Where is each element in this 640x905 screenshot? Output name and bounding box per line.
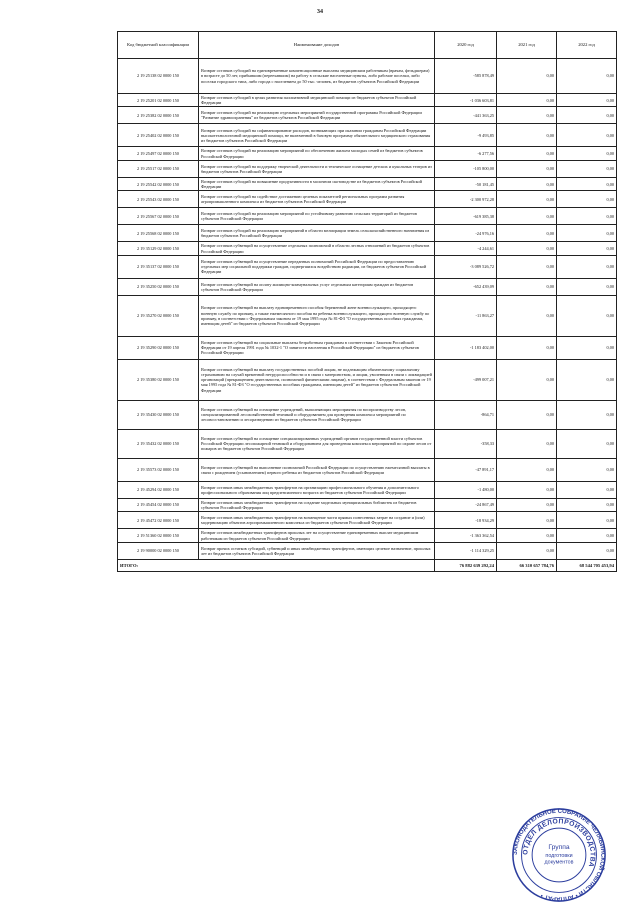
row-value-2021: 0,00 bbox=[497, 512, 557, 529]
stamp-center-line-1: Группа bbox=[548, 844, 570, 852]
row-name: Возврат остатков межбюджетных трансфертов прошлых лет на осуществление единовременных выплат медицинским работникам из бюджетов субъектов Российской Федерации bbox=[199, 529, 435, 542]
row-value-2022: 0,00 bbox=[557, 94, 617, 107]
row-value-2022: 0,00 bbox=[557, 295, 617, 336]
table-row bbox=[118, 512, 617, 529]
row-value-2022: 0,00 bbox=[557, 458, 617, 481]
row-name: Возврат остатков субвенций на осуществление отдельных полномочий в области лесных отношений из бюджетов субъектов Российской Федерации bbox=[199, 242, 435, 255]
table-row bbox=[118, 242, 617, 255]
stamp-center-line-2: подготовки bbox=[545, 852, 573, 859]
row-name: Возврат остатков субвенций на выплату государственных пособий лицам, не подлежащим обязательному социальному страхованию на случай временной нетрудоспособности и в связи с материнством, и лицам, уволенным в связи с ликвидацией организаций (прекращением деятельности, полномочий физическими лицами), в соответствии с Федеральным законом от 19 мая 1995 года № 81-ФЗ "О государственных пособиях гражданам, имеющим детей" из бюджетов субъектов Российской Федерации bbox=[199, 359, 435, 400]
row-value-2022: 0,00 bbox=[557, 336, 617, 359]
row-value-2021: 0,00 bbox=[497, 242, 557, 255]
table-body bbox=[118, 59, 617, 572]
table-row bbox=[118, 400, 617, 429]
row-code: 2 19 90000 02 0000 150 bbox=[118, 542, 199, 559]
table-row bbox=[118, 147, 617, 160]
row-name: Возврат остатков субсидий на реализацию мероприятий по обеспечению жильем молодых семей из бюджетов субъектов Российской Федерации bbox=[199, 147, 435, 160]
table-row bbox=[118, 295, 617, 336]
table-row bbox=[118, 359, 617, 400]
row-code: 2 19 25382 02 0000 150 bbox=[118, 107, 199, 124]
row-code: 2 19 35380 02 0000 150 bbox=[118, 359, 199, 400]
row-value-2020: -1 183 402,00 bbox=[435, 336, 497, 359]
table-row bbox=[118, 278, 617, 295]
row-code: 2 19 45454 02 0000 150 bbox=[118, 498, 199, 511]
row-name: Возврат остатков иных межбюджетных трансфертов на создание модельных муниципальных библиотек из бюджетов субъектов Российской Федерации bbox=[199, 498, 435, 511]
row-code: 2 19 35270 02 0000 150 bbox=[118, 295, 199, 336]
row-name: Возврат остатков иных межбюджетных трансфертов на организацию профессионального обучения и дополнительного профессионального образования лиц предпенсионного возраста из бюджетов субъектов Российской Федерации bbox=[199, 481, 435, 498]
row-code: 2 19 25567 02 0000 150 bbox=[118, 208, 199, 225]
row-value-2021: 0,00 bbox=[497, 359, 557, 400]
row-name: Возврат остатков субвенций на оплату жилищно-коммунальных услуг отдельным категориям граждан из бюджетов субъектов Российской Федерации bbox=[199, 278, 435, 295]
row-value-2022: 0,00 bbox=[557, 529, 617, 542]
row-code: 2 19 45472 02 0000 150 bbox=[118, 512, 199, 529]
table-header-row bbox=[118, 32, 617, 59]
row-value-2022: 0,00 bbox=[557, 400, 617, 429]
row-name: Возврат остатков субсидий на реализацию мероприятий по устойчивому развитию сельских территорий из бюджетов субъектов Российской Федерации bbox=[199, 208, 435, 225]
row-code: 2 19 35573 02 0000 150 bbox=[118, 458, 199, 481]
row-value-2021: 0,00 bbox=[497, 160, 557, 177]
row-code: 2 19 35290 02 0000 150 bbox=[118, 336, 199, 359]
row-code: 2 19 45294 02 0000 150 bbox=[118, 481, 199, 498]
row-value-2021: 0,00 bbox=[497, 278, 557, 295]
header-2021: 2021 год bbox=[497, 32, 557, 59]
row-value-2020: -47 891,17 bbox=[435, 458, 497, 481]
row-value-2020: -619 385,38 bbox=[435, 208, 497, 225]
row-code: 2 19 25568 02 0000 150 bbox=[118, 225, 199, 242]
table-row bbox=[118, 429, 617, 458]
row-value-2022: 0,00 bbox=[557, 359, 617, 400]
row-value-2021: 0,00 bbox=[497, 295, 557, 336]
row-value-2022: 0,00 bbox=[557, 124, 617, 147]
total-value-2020: 76 882 639 292,24 bbox=[435, 559, 497, 571]
row-value-2022: 0,00 bbox=[557, 542, 617, 559]
row-value-2022: 0,00 bbox=[557, 481, 617, 498]
table-row bbox=[118, 481, 617, 498]
total-row bbox=[118, 559, 617, 571]
table-row bbox=[118, 458, 617, 481]
row-code: 2 19 35129 02 0000 150 bbox=[118, 242, 199, 255]
table-row bbox=[118, 542, 617, 559]
row-code: 2 19 25542 02 0000 150 bbox=[118, 177, 199, 190]
row-value-2022: 0,00 bbox=[557, 191, 617, 208]
row-name: Возврат прочих остатков субсидий, субвенций и иных межбюджетных трансфертов, имеющих целевое назначение, прошлых лет из бюджетов субъектов Российской Федерации bbox=[199, 542, 435, 559]
row-value-2021: 0,00 bbox=[497, 529, 557, 542]
row-value-2022: 0,00 bbox=[557, 255, 617, 278]
row-value-2021: 0,00 bbox=[497, 177, 557, 190]
table-row bbox=[118, 225, 617, 242]
row-code: 2 19 51360 02 0000 150 bbox=[118, 529, 199, 542]
table-row bbox=[118, 94, 617, 107]
row-value-2021: 0,00 bbox=[497, 429, 557, 458]
row-value-2021: 0,00 bbox=[497, 481, 557, 498]
row-name: Возврат остатков субвенций на выплату единовременного пособия беременной жене военнослужащего, проходящего военную службу по призыву, а также ежемесячного пособия на ребенка военнослужащего, проходящего военную службу по призыву, в соответствии с Федеральным законом от 19 мая 1995 года № 81-ФЗ "О государственных пособиях гражданам, имеющим детей" из бюджетов субъектов Российской Федерации bbox=[199, 295, 435, 336]
table-row bbox=[118, 124, 617, 147]
row-name: Возврат остатков субвенций на оснащение специализированных учреждений органов государственной власти субъектов Российской Федерации лесопожарной техникой и оборудованием для проведения комплекса мероприятий по охране лесов от пожаров из бюджетов субъектов Российской Федерации bbox=[199, 429, 435, 458]
row-value-2020: -652 439,09 bbox=[435, 278, 497, 295]
page-number: 34 bbox=[317, 9, 323, 15]
stamp-department-text: ОТДЕЛ ДЕЛОПРОИЗВОДСТВА bbox=[522, 818, 596, 869]
row-name: Возврат остатков субсидий на поддержку творческой деятельности и техническое оснащение детских и кукольных театров из бюджетов субъектов Российской Федерации bbox=[199, 160, 435, 177]
row-value-2020: -441 363,25 bbox=[435, 107, 497, 124]
row-value-2022: 0,00 bbox=[557, 147, 617, 160]
row-value-2020: -585 878,49 bbox=[435, 59, 497, 94]
row-value-2021: 0,00 bbox=[497, 107, 557, 124]
row-name: Возврат остатков субсидий на единовременные компенсационные выплаты медицинским работникам (врачам, фельдшерам) в возрасте до 50 лет, прибывшим (переехавшим) на работу в сельские населенные пункты, либо рабочие поселки, либо поселки городского типа, либо города с населением до 50 тыс. человек, из бюджетов субъектов Российской Федерации bbox=[199, 59, 435, 94]
row-value-2020: -2 300 972,28 bbox=[435, 191, 497, 208]
row-value-2020: -50 181,45 bbox=[435, 177, 497, 190]
row-value-2022: 0,00 bbox=[557, 278, 617, 295]
row-code: 2 19 35250 02 0000 150 bbox=[118, 278, 199, 295]
row-code: 2 19 25517 02 0000 150 bbox=[118, 160, 199, 177]
header-2022: 2022 год bbox=[557, 32, 617, 59]
row-value-2021: 0,00 bbox=[497, 191, 557, 208]
row-value-2022: 0,00 bbox=[557, 498, 617, 511]
row-value-2020: -358,33 bbox=[435, 429, 497, 458]
row-name: Возврат остатков субвенций на социальные выплаты безработным гражданам в соответствии с Законом Российской Федерации от 19 апреля 1991 года № 1032-1 "О занятости населения в Российской Федерации" из бюджетов субъектов Российской Федерации bbox=[199, 336, 435, 359]
row-value-2021: 0,00 bbox=[497, 542, 557, 559]
row-value-2020: -1 114 329,25 bbox=[435, 542, 497, 559]
total-value-2021: 66 310 657 784,76 bbox=[497, 559, 557, 571]
table-row bbox=[118, 59, 617, 94]
row-value-2022: 0,00 bbox=[557, 512, 617, 529]
row-name: Возврат остатков иных межбюджетных трансфертов на возмещение части прямых понесенных затрат на создание и (или) модернизацию объектов агропромышленного комплекса из бюджетов субъектов Российской Федерации bbox=[199, 512, 435, 529]
header-2020: 2020 год bbox=[435, 32, 497, 59]
row-value-2021: 0,00 bbox=[497, 208, 557, 225]
row-name: Возврат остатков субсидий на софинансирование расходов, возникающих при оказании гражданам Российской Федерации высокотехнологичной медицинской помощи, не включенной в базовую программу обязательного медицинского страхования из бюджетов субъектов Российской Федерации bbox=[199, 124, 435, 147]
row-code: 2 19 25402 02 0000 150 bbox=[118, 124, 199, 147]
row-value-2020: -499 007,21 bbox=[435, 359, 497, 400]
row-value-2020: -3 089 526,72 bbox=[435, 255, 497, 278]
row-value-2022: 0,00 bbox=[557, 242, 617, 255]
row-code: 2 19 25138 02 0000 150 bbox=[118, 59, 199, 94]
row-code: 2 19 25497 02 0000 150 bbox=[118, 147, 199, 160]
stamp-outer-text: ЗАКОНОДАТЕЛЬНОЕ СОБРАНИЕ ЧЕЛЯБИНСКОЙ ОБЛАСТИ • АППАРАТ • bbox=[512, 808, 606, 902]
row-value-2021: 0,00 bbox=[497, 124, 557, 147]
row-value-2021: 0,00 bbox=[497, 400, 557, 429]
table-row bbox=[118, 498, 617, 511]
row-code: 2 19 35137 02 0000 150 bbox=[118, 255, 199, 278]
row-value-2020: -6 277,56 bbox=[435, 147, 497, 160]
row-code: 2 19 25201 02 0000 150 bbox=[118, 94, 199, 107]
row-code: 2 19 25543 02 0000 150 bbox=[118, 191, 199, 208]
row-name: Возврат остатков субвенций на оснащение учреждений, выполняющих мероприятия по воспроизводству лесов, специализированной лесохозяйственной техникой и оборудованием для проведения комплекса мероприятий по лесовосстановлению и лесоразведению из бюджетов субъектов Российской Федерации bbox=[199, 400, 435, 429]
table-row bbox=[118, 529, 617, 542]
row-value-2020: -24 867,49 bbox=[435, 498, 497, 511]
table-row bbox=[118, 160, 617, 177]
row-value-2022: 0,00 bbox=[557, 429, 617, 458]
table-row bbox=[118, 191, 617, 208]
row-value-2020: -1 036 603,81 bbox=[435, 94, 497, 107]
row-name: Возврат остатков субвенций на осуществление переданных полномочий Российской Федерации по предоставлению отдельных мер социальной поддержки граждан, подвергшихся воздействию радиации, из бюджетов субъектов Российской Федерации bbox=[199, 255, 435, 278]
row-name: Возврат остатков субсидий на повышение продуктивности в молочном скотоводстве из бюджетов субъектов Российской Федерации bbox=[199, 177, 435, 190]
header-name: Наименование доходов bbox=[199, 32, 435, 59]
row-value-2020: -105 800,00 bbox=[435, 160, 497, 177]
row-value-2021: 0,00 bbox=[497, 336, 557, 359]
row-value-2020: -11 863,27 bbox=[435, 295, 497, 336]
row-value-2021: 0,00 bbox=[497, 225, 557, 242]
row-name: Возврат остатков субсидий в целях развития паллиативной медицинской помощи из бюджетов субъектов Российской Федерации bbox=[199, 94, 435, 107]
office-stamp bbox=[511, 807, 607, 903]
row-value-2020: -1 363 362,54 bbox=[435, 529, 497, 542]
row-value-2022: 0,00 bbox=[557, 208, 617, 225]
table-row bbox=[118, 107, 617, 124]
row-value-2020: -9 493,85 bbox=[435, 124, 497, 147]
stamp-center-line-3: документов bbox=[544, 859, 574, 866]
row-value-2020: -864,71 bbox=[435, 400, 497, 429]
row-value-2022: 0,00 bbox=[557, 107, 617, 124]
table-row bbox=[118, 177, 617, 190]
budget-revenue-table bbox=[117, 31, 617, 572]
row-value-2021: 0,00 bbox=[497, 147, 557, 160]
row-name: Возврат остатков субсидий на реализацию отдельных мероприятий государственной программы Российской Федерации "Развитие здравоохранения" из бюджетов субъектов Российской Федерации bbox=[199, 107, 435, 124]
row-value-2021: 0,00 bbox=[497, 59, 557, 94]
row-value-2021: 0,00 bbox=[497, 255, 557, 278]
row-value-2020: -4 244,61 bbox=[435, 242, 497, 255]
row-value-2020: -24 976,16 bbox=[435, 225, 497, 242]
row-code: 2 19 35430 02 0000 150 bbox=[118, 400, 199, 429]
row-value-2021: 0,00 bbox=[497, 458, 557, 481]
row-value-2022: 0,00 bbox=[557, 177, 617, 190]
total-label: ИТОГО: bbox=[118, 559, 435, 571]
row-value-2022: 0,00 bbox=[557, 59, 617, 94]
row-value-2021: 0,00 bbox=[497, 94, 557, 107]
table-row bbox=[118, 255, 617, 278]
row-value-2022: 0,00 bbox=[557, 160, 617, 177]
total-value-2022: 68 544 705 453,94 bbox=[557, 559, 617, 571]
table-row bbox=[118, 336, 617, 359]
row-value-2020: -1 480,00 bbox=[435, 481, 497, 498]
row-value-2022: 0,00 bbox=[557, 225, 617, 242]
row-value-2020: -18 934,29 bbox=[435, 512, 497, 529]
row-name: Возврат остатков субсидий на реализацию мероприятий в области мелиорации земель сельскохозяйственного назначения из бюджетов субъектов Российской Федерации bbox=[199, 225, 435, 242]
row-name: Возврат остатков субвенций на выполнение полномочий Российской Федерации по осуществлению ежемесячной выплаты в связи с рождением (усыновлением) первого ребенка из бюджетов субъектов Российской Федерации bbox=[199, 458, 435, 481]
header-code: Код бюджетной классификации bbox=[118, 32, 199, 59]
table-row bbox=[118, 208, 617, 225]
row-code: 2 19 35432 02 0000 150 bbox=[118, 429, 199, 458]
row-name: Возврат остатков субсидий на содействие достижению целевых показателей региональных программ развития агропромышленного комплекса из бюджетов субъектов Российской Федерации bbox=[199, 191, 435, 208]
row-value-2021: 0,00 bbox=[497, 498, 557, 511]
